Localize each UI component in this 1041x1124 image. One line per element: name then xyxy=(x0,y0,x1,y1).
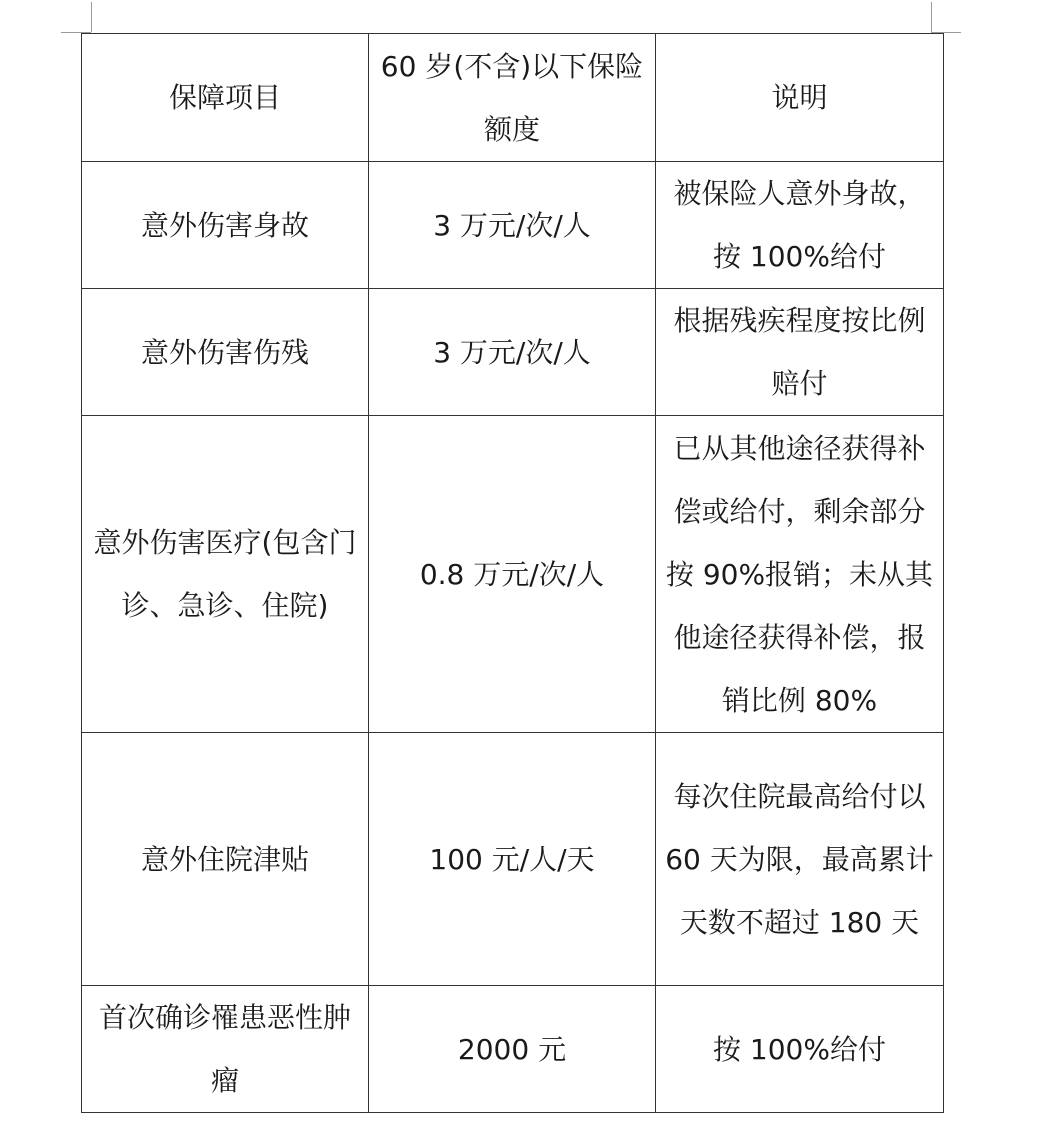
header-note-cell: 说明 xyxy=(656,34,944,162)
table-header-row xyxy=(82,34,944,162)
note-cell: 已从其他途径获得补偿或给付，剩余部分按 90%报销；未从其他途径获得补偿，报销比例 80% xyxy=(656,416,944,733)
item-cell: 首次确诊罹患恶性肿瘤 xyxy=(82,986,369,1113)
table-row xyxy=(82,289,944,416)
header-item-cell: 保障项目 xyxy=(82,34,369,162)
table-row xyxy=(82,162,944,289)
item-cell: 意外伤害伤残 xyxy=(82,289,369,416)
note-cell: 按 100%给付 xyxy=(656,986,944,1113)
item-cell: 意外伤害身故 xyxy=(82,162,369,289)
item-cell: 意外住院津贴 xyxy=(82,733,369,986)
crop-mark-right-vertical xyxy=(931,2,932,32)
note-cell: 被保险人意外身故，按 100%给付 xyxy=(656,162,944,289)
amount-cell: 3 万元/次/人 xyxy=(369,289,656,416)
note-cell: 根据残疾程度按比例赔付 xyxy=(656,289,944,416)
header-amount-cell: 60 岁(不含)以下保险额度 xyxy=(369,34,656,162)
amount-cell: 3 万元/次/人 xyxy=(369,162,656,289)
coverage-table xyxy=(81,33,944,1113)
item-cell: 意外伤害医疗(包含门诊、急诊、住院) xyxy=(82,416,369,733)
table-row xyxy=(82,986,944,1113)
note-cell: 每次住院最高给付以 60 天为限，最高累计天数不超过 180 天 xyxy=(656,733,944,986)
crop-mark-left-vertical xyxy=(91,2,92,32)
amount-cell: 0.8 万元/次/人 xyxy=(369,416,656,733)
amount-cell: 100 元/人/天 xyxy=(369,733,656,986)
table-row xyxy=(82,733,944,986)
table-row xyxy=(82,416,944,733)
amount-cell: 2000 元 xyxy=(369,986,656,1113)
